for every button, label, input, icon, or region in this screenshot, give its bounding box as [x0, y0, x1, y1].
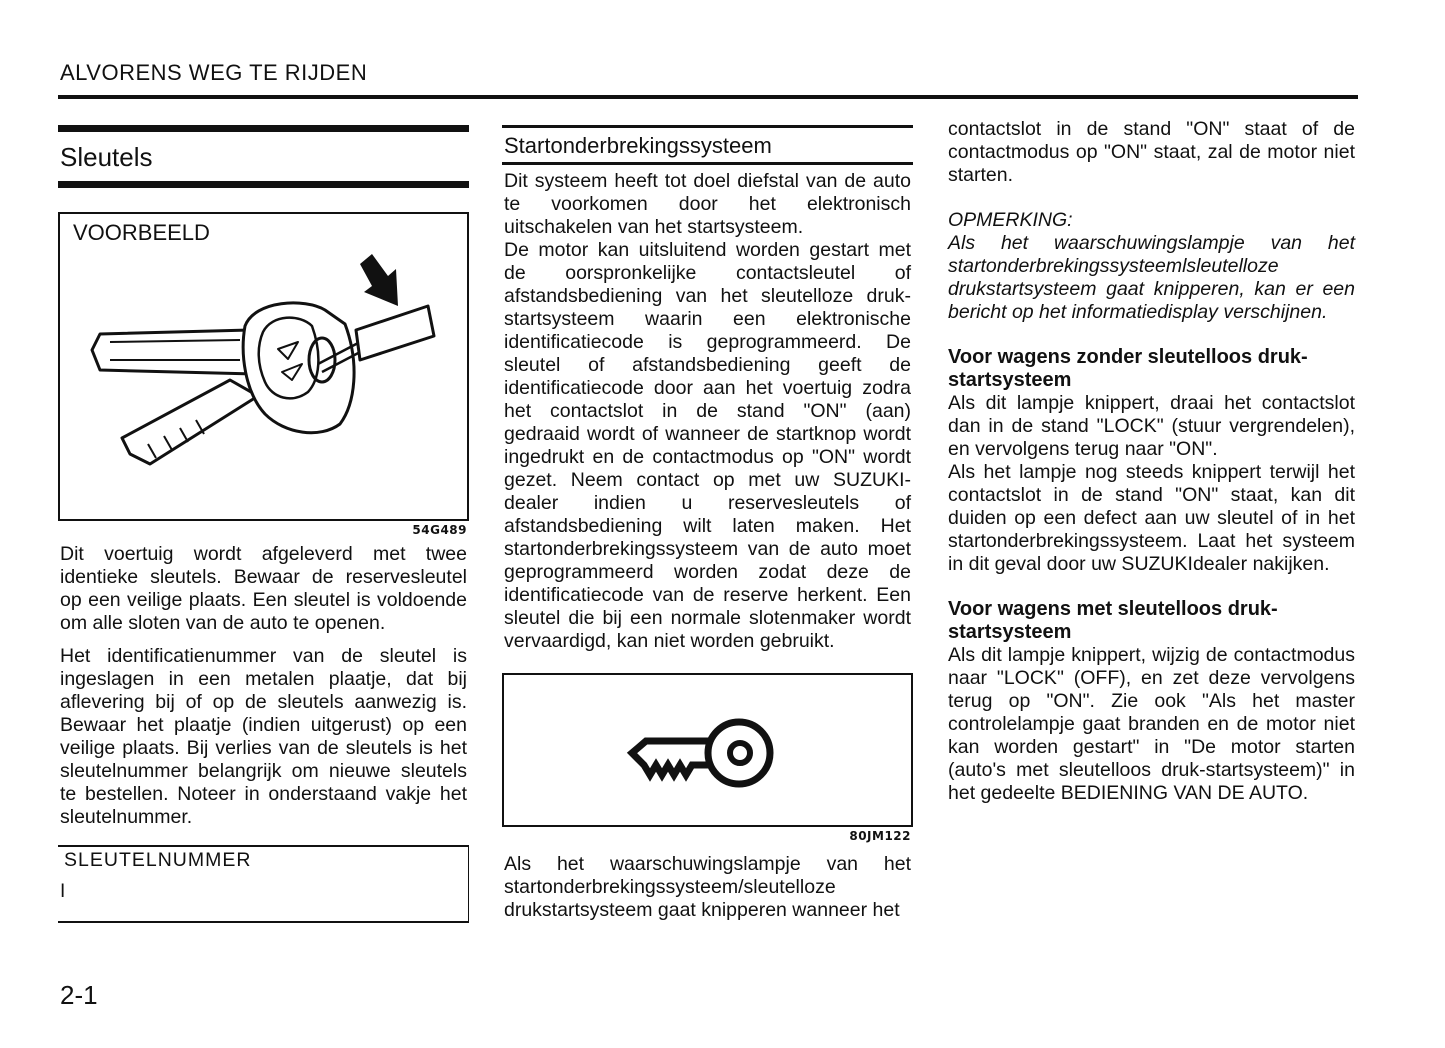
page-number: 2-1 [60, 980, 98, 1010]
immobilizer-key-icon [504, 675, 911, 825]
section-rule-top [58, 125, 469, 132]
heading-without-keyless: Voor wagens zonder sleutelloos druk-startsysteem [948, 346, 1308, 391]
key-number-value[interactable]: I [60, 881, 66, 902]
chapter-title: ALVORENS WEG TE RIJDEN [60, 60, 368, 85]
figure-code: 54G489 [412, 523, 467, 537]
without-keyless-paragraph-1: Als dit lampje knippert, draai het contactslot dan in de stand "LOCK" (stuur vergrendelen), en vervolgens terug naar "ON". [948, 392, 1355, 460]
heading-with-keyless: Voor wagens met sleutelloos druk-startsysteem [948, 598, 1278, 643]
continuation-paragraph: contactslot in de stand "ON" staat of de contactmodus op "ON" staat, zal de motor niet starten. [948, 118, 1355, 186]
note-text: Als het waarschuwingslampje van het startonderbrekingssysteemlsleutelloze drukstartsysteem gaat knipperen, kan er een bericht op het informatiedisplay verschijnen. [948, 232, 1355, 323]
figure-label: VOORBEELD [73, 220, 210, 245]
column-warning-lamp [946, 118, 1357, 805]
without-keyless-paragraph-2: Als het lampje nog steeds knippert terwijl het contactslot in de stand "ON" staat, kan dit duiden op een defect aan uw sleutel of in het startonderbrekingssysteem. Laat het systeem in dit geval door uw SUZUKIdealer nakijken. [948, 461, 1355, 575]
car-keys-illustration [60, 214, 467, 519]
key-number-box[interactable] [58, 845, 469, 923]
column-keys [58, 125, 469, 923]
immobilizer-closing-paragraph: Als het waarschuwingslampje van het startonderbrekingssysteem/sleutelloze drukstartsysteem gaat knipperen wanneer het [504, 853, 911, 921]
key-number-label: SLEUTELNUMMER [64, 849, 252, 871]
keys-figure [58, 212, 469, 521]
keys-paragraph-2: Het identificatienummer van de sleutel is ingeslagen in een metalen plaatje, dat bij aflevering bij of op de sleutels aanwezig is. Bewaar het plaatje (indien uitgerust) op een veilige plaats. Bij verlies van de sleutels is het sleutelnummer belangrijk om nieuwe sleutels te bestellen. Noteer in onderstaand vakje het sleutelnummer. [60, 645, 467, 828]
immobilizer-paragraph-1: Dit systeem heeft tot doel diefstal van de auto te voorkomen door het elektronisch uitschakelen van het startsysteem. [504, 170, 911, 238]
section-title-keys: Sleutels [60, 142, 153, 172]
keys-paragraph-1: Dit voertuig wordt afgeleverd met twee identieke sleutels. Bewaar de reservesleutel op een veilige plaats. Een sleutel is voldoende om alle sloten van de auto te openen. [60, 543, 467, 634]
immobilizer-figure [502, 673, 913, 827]
column-immobilizer [502, 125, 913, 922]
section-rule-bottom [502, 162, 913, 165]
section-title-immobilizer: Startonderbrekingssysteem [504, 133, 772, 158]
header-divider [58, 95, 1358, 99]
section-rule-bottom [58, 181, 469, 188]
immobilizer-paragraph-2: De motor kan uitsluitend worden gestart met de oorspronkelijke contactsleutel of afstandsbediening van het sleutelloze druk-startsysteem waarin een elektronische identificatiecode is geprogrammeerd. De sleutel of afstandsbediening geeft de identificatiecode door aan het voertuig zodra het contactslot in de stand "ON" (aan) gedraaid wordt of wanneer de startknop wordt ingedrukt en de contactmodus op "ON" wordt gezet. Neem contact op met uw SUZUKI-dealer indien u reservesleutels of afstandsbediening wilt laten maken. Het startonderbrekingssysteem van de auto moet geprogrammeerd worden zodat deze de identificatiecode van de reserve herkent. Een sleutel die bij een normale slotenmaker wordt vervaardigd, kan niet worden gebruikt. [504, 239, 911, 652]
note-label: OPMERKING: [948, 209, 1073, 231]
figure-code: 80JM122 [849, 829, 911, 843]
with-keyless-paragraph-1: Als dit lampje knippert, wijzig de contactmodus naar "LOCK" (OFF), en zet deze vervolgens terug op "ON". Zie ook "Als het master controlelampje gaat branden en de motor niet kan worden gestart" in "De motor starten (auto's met sleutelloos druk-startsysteem)" in het gedeelte BEDIENING VAN DE AUTO. [948, 644, 1355, 804]
